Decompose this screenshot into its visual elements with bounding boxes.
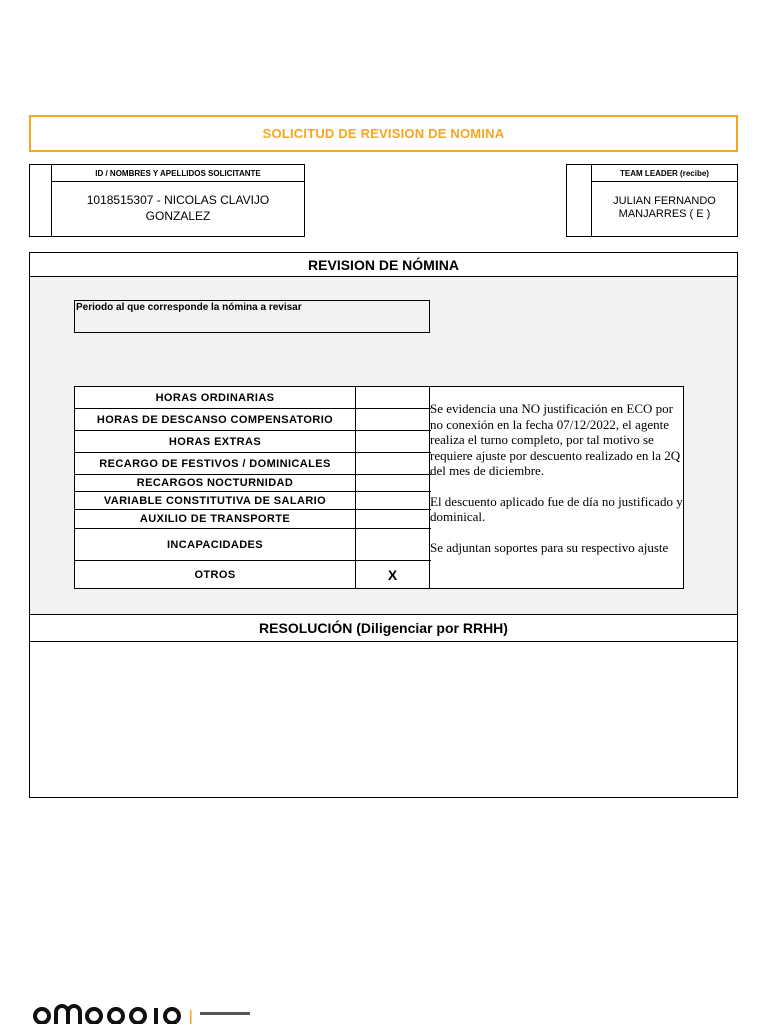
resolution-field[interactable] xyxy=(29,642,738,798)
table-row xyxy=(75,475,431,492)
concept-label: VARIABLE CONSTITUTIVA DE SALARIO xyxy=(75,492,356,509)
table-row xyxy=(75,409,431,431)
revision-heading: REVISION DE NÓMINA xyxy=(29,252,738,277)
concepts-table xyxy=(74,386,684,589)
requester-value xyxy=(52,182,304,234)
concept-mark-cell[interactable] xyxy=(356,510,430,528)
requester-label: ID / NOMBRES Y APELLIDOS SOLICITANTE xyxy=(52,165,304,182)
team-leader-value-line2: MANJARRES ( E ) xyxy=(618,208,711,220)
concept-label: INCAPACIDADES xyxy=(75,529,356,560)
table-row xyxy=(75,561,431,588)
notes-paragraph: Se adjuntan soportes para su respectivo ajuste xyxy=(430,539,669,555)
notes-paragraph: Se evidencia una NO justificación en ECO por no conexión en la fecha 07/12/2022, el agente realiza el turno completo, por tal motivo se requiere ajuste por descuento realizado en la 2Q del mes de diciembre. xyxy=(430,401,681,478)
period-label: Periodo al que corresponde la nómina a revisar xyxy=(76,302,302,313)
concept-label: RECARGO DE FESTIVOS / DOMINICALES xyxy=(75,453,356,474)
requester-value-line1: 1018515307 - NICOLAS CLAVIJO xyxy=(86,193,270,207)
period-field[interactable] xyxy=(74,300,430,333)
concept-mark-cell[interactable]: X xyxy=(356,561,430,588)
team-leader-box xyxy=(566,164,738,237)
team-leader-value-line1: JULIAN FERNANDO xyxy=(613,195,716,207)
table-row xyxy=(75,492,431,510)
team-leader-label: TEAM LEADER (recibe) xyxy=(592,165,737,182)
concept-label: AUXILIO DE TRANSPORTE xyxy=(75,510,356,528)
concept-mark-cell[interactable] xyxy=(356,409,430,430)
requester-value-line2: GONZALEZ xyxy=(145,209,211,223)
concept-label: OTROS xyxy=(75,561,356,588)
table-row xyxy=(75,529,431,561)
concept-label: RECARGOS NOCTURNIDAD xyxy=(75,475,356,491)
concept-label: HORAS ORDINARIAS xyxy=(75,387,356,408)
requester-box xyxy=(29,164,305,237)
resolution-heading: RESOLUCIÓN (Diligenciar por RRHH) xyxy=(29,614,738,642)
concept-label: HORAS DE DESCANSO COMPENSATORIO xyxy=(75,409,356,430)
table-row xyxy=(75,453,431,475)
team-leader-stub xyxy=(567,165,592,236)
notes-paragraph: El descuento aplicado fue de día no justificado y dominical. xyxy=(430,493,683,524)
concept-mark-cell[interactable] xyxy=(356,387,430,408)
table-row xyxy=(75,510,431,529)
brand-logo-icon xyxy=(32,1000,292,1024)
concept-mark-cell[interactable] xyxy=(356,453,430,474)
team-leader-value xyxy=(592,182,737,234)
concept-label: HORAS EXTRAS xyxy=(75,431,356,452)
requester-stub xyxy=(30,165,52,236)
concept-mark-cell[interactable] xyxy=(356,492,430,509)
concept-mark-cell[interactable] xyxy=(356,475,430,491)
form-title-box xyxy=(29,115,738,152)
notes-text[interactable] xyxy=(430,387,684,602)
concept-mark-cell[interactable] xyxy=(356,431,430,452)
form-title: SOLICITUD DE REVISION DE NOMINA xyxy=(262,126,505,141)
table-row xyxy=(75,431,431,453)
table-row xyxy=(75,387,431,409)
concept-mark-cell[interactable] xyxy=(356,529,430,560)
